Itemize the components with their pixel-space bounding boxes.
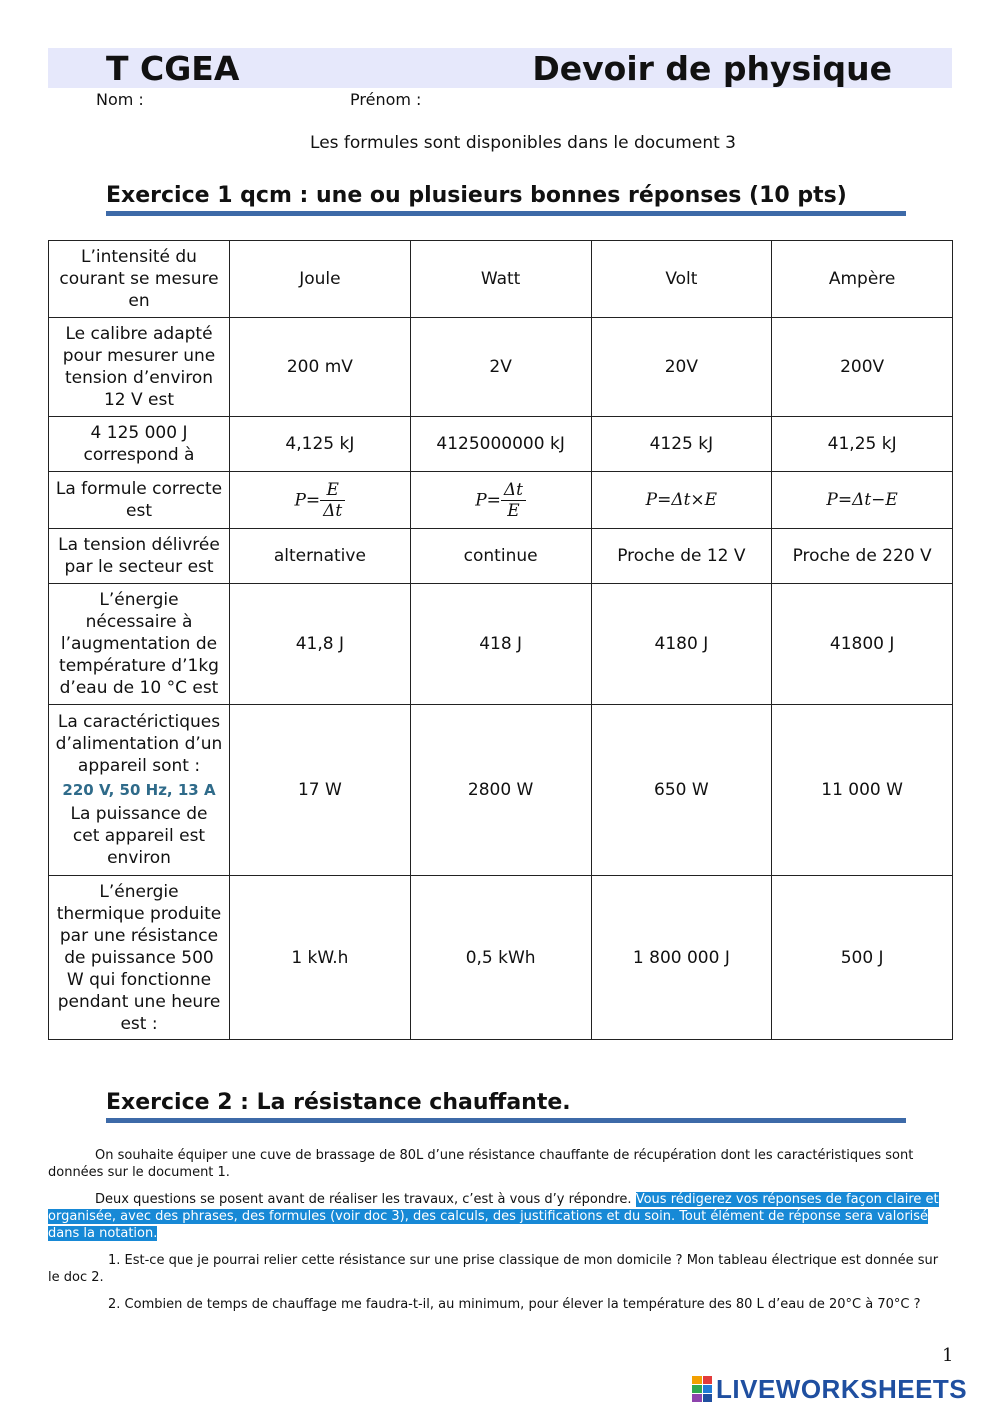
question-specs: 220 V, 50 Hz, 13 A — [62, 781, 216, 799]
answer-cell[interactable]: 2800 W — [410, 705, 591, 876]
answer-cell[interactable]: 4,125 kJ — [230, 417, 411, 472]
answer-cell[interactable]: Ampère — [772, 241, 953, 318]
table-row — [49, 318, 953, 417]
answer-cell[interactable]: Proche de 220 V — [772, 529, 953, 584]
qcm-table — [48, 240, 953, 1040]
formula-a-fraction — [320, 480, 345, 521]
exercise2-question-1 — [48, 1252, 952, 1286]
answer-cell[interactable]: 17 W — [230, 705, 411, 876]
exercise2-title: Exercice 2 : La résistance chauffante. — [106, 1090, 571, 1115]
question-cell: L’énergie nécessaire à l’augmentation de température d’1kg d’eau de 10 °C est — [49, 584, 230, 705]
prenom-label: Prénom : — [350, 90, 422, 109]
answer-cell[interactable] — [772, 472, 953, 529]
page-title: Devoir de physique — [532, 49, 892, 88]
class-name: T CGEA — [106, 49, 240, 88]
answer-cell[interactable]: 0,5 kWh — [410, 876, 591, 1040]
exercise2-paragraph-2 — [48, 1191, 952, 1242]
answer-cell[interactable]: 41,25 kJ — [772, 417, 953, 472]
exercise2-p1-text: On souhaite équiper une cuve de brassage de 80L d’une résistance chauffante de récupération dont les caractéristiques sont données sur le document 1. — [48, 1148, 914, 1180]
answer-cell[interactable]: continue — [410, 529, 591, 584]
answer-cell[interactable]: 41800 J — [772, 584, 953, 705]
exercise2-paragraph-1 — [48, 1147, 952, 1181]
answer-cell[interactable]: 200 mV — [230, 318, 411, 417]
answer-cell[interactable]: 11 000 W — [772, 705, 953, 876]
answer-cell[interactable]: 4180 J — [591, 584, 772, 705]
answer-cell[interactable]: 1 800 000 J — [591, 876, 772, 1040]
answer-cell[interactable]: 650 W — [591, 705, 772, 876]
table-row — [49, 529, 953, 584]
answer-cell[interactable]: Proche de 12 V — [591, 529, 772, 584]
exercise2-q2-text: 2. Combien de temps de chauffage me faudra-t-il, au minimum, pour élever la température des 80 L d’eau de 20°C à 70°C ? — [108, 1297, 921, 1312]
answer-cell[interactable]: 41,8 J — [230, 584, 411, 705]
table-row — [49, 417, 953, 472]
exercise2-q1-text: 1. Est-ce que je pourrai relier cette résistance sur une prise classique de mon domicile ? Mon tableau électrique est donnée sur le doc 2. — [48, 1253, 939, 1285]
page-number: 1 — [942, 1345, 954, 1366]
answer-cell[interactable]: 4125000000 kJ — [410, 417, 591, 472]
question-cell — [49, 705, 230, 876]
question-cell: L’énergie thermique produite par une résistance de puissance 500 W qui fonctionne pendant une heure est : — [49, 876, 230, 1040]
question-cell: La tension délivrée par le secteur est — [49, 529, 230, 584]
table-row — [49, 241, 953, 318]
nom-label: Nom : — [96, 90, 144, 109]
exercise1-title: Exercice 1 qcm : une ou plusieurs bonnes réponses (10 pts) — [106, 183, 847, 208]
answer-cell[interactable]: alternative — [230, 529, 411, 584]
formula-b-fraction — [501, 480, 526, 521]
answer-cell[interactable]: 500 J — [772, 876, 953, 1040]
intro-text: Les formules sont disponibles dans le document 3 — [310, 133, 736, 153]
answer-cell[interactable] — [591, 472, 772, 529]
liveworksheets-icon — [692, 1376, 712, 1402]
answer-cell[interactable]: 1 kW.h — [230, 876, 411, 1040]
liveworksheets-logo[interactable] — [692, 1372, 967, 1406]
answer-cell[interactable]: 418 J — [410, 584, 591, 705]
question-part2: La puissance de cet appareil est environ — [70, 804, 208, 868]
formula-c: P=Δt×E — [645, 490, 718, 510]
formula-a-numerator: E — [320, 480, 345, 501]
question-part1: La caractérictiques d’alimentation d’un appareil sont : — [55, 712, 223, 776]
exercise2-question-2 — [48, 1296, 952, 1313]
answer-cell[interactable]: 20V — [591, 318, 772, 417]
exercise2-p2-text: Deux questions se posent avant de réaliser les travaux, c’est à vous d’y répondre. — [95, 1192, 632, 1207]
answer-cell[interactable]: 2V — [410, 318, 591, 417]
question-cell: L’intensité du courant se mesure en — [49, 241, 230, 318]
answer-cell[interactable]: 200V — [772, 318, 953, 417]
table-row — [49, 472, 953, 529]
question-cell: La formule correcte est — [49, 472, 230, 529]
formula-a-lhs: P= — [294, 490, 321, 510]
exercise2-p2-highlight: Vous rédigerez vos réponses de façon claire et organisée, avec des phrases, des formules (voir doc 3), des calculs, des justifications et du soin. Tout élément de réponse sera valorisé dans la notation. — [48, 1192, 939, 1241]
exercise2-rule — [106, 1118, 906, 1123]
question-cell: 4 125 000 J correspond à — [49, 417, 230, 472]
table-row — [49, 705, 953, 876]
question-cell: Le calibre adapté pour mesurer une tension d’environ 12 V est — [49, 318, 230, 417]
formula-b-numerator: Δt — [501, 480, 526, 501]
answer-cell[interactable]: Watt — [410, 241, 591, 318]
exercise1-rule — [106, 211, 906, 216]
answer-cell[interactable]: 4125 kJ — [591, 417, 772, 472]
answer-cell[interactable]: Volt — [591, 241, 772, 318]
answer-cell[interactable] — [230, 472, 411, 529]
liveworksheets-text: LIVEWORKSHEETS — [716, 1373, 968, 1404]
formula-b-lhs: P= — [475, 490, 501, 510]
answer-cell[interactable] — [410, 472, 591, 529]
formula-b-denominator: E — [507, 500, 520, 521]
answer-cell[interactable]: Joule — [230, 241, 411, 318]
table-row — [49, 584, 953, 705]
formula-d: P=Δt−E — [826, 490, 898, 510]
formula-a-denominator: Δt — [323, 500, 343, 521]
table-row — [49, 876, 953, 1040]
